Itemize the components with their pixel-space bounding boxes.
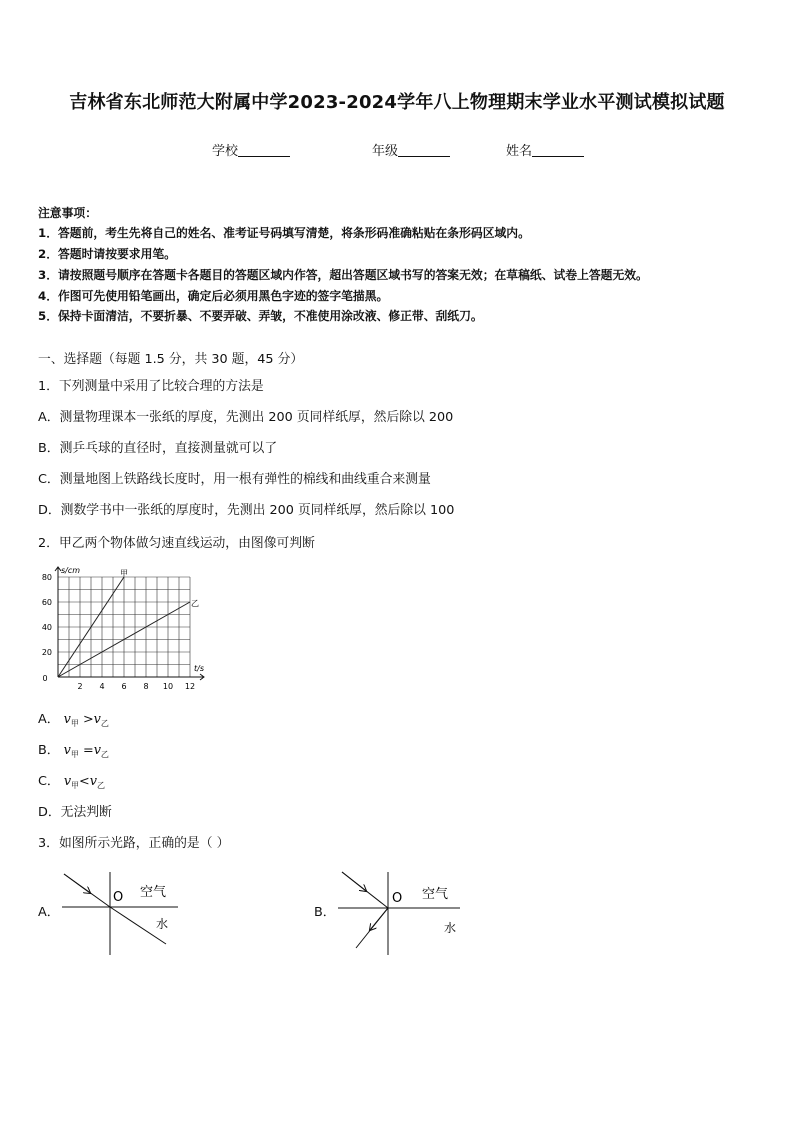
x-tick-label: 2 — [77, 682, 83, 691]
name-label: 姓名 — [506, 144, 533, 159]
question-1-option-a[interactable]: A．测量物理课本一张纸的厚度，先测出 200 页同样纸厚，然后除以 200 — [38, 410, 454, 425]
light-path-diagram-a[interactable] — [58, 866, 198, 958]
series-label: 甲 — [120, 569, 128, 578]
question-2-option-c[interactable]: C． $v_甲<v_乙$ — [38, 774, 106, 790]
x-tick-label: 10 — [162, 682, 174, 691]
y-tick-label: 80 — [41, 573, 52, 582]
name-field[interactable] — [506, 140, 584, 159]
notice-heading: 注意事项： — [38, 206, 97, 220]
incident-ray-arrow — [64, 874, 90, 893]
refracted-ray-arrow — [370, 908, 388, 930]
point-o-label: O — [392, 891, 403, 906]
y-tick-label: 40 — [41, 623, 52, 632]
notice-item: 5．保持卡面清洁，不要折暴、不要弄破、弄皱，不准使用涂改液、修正带、刮纸刀。 — [38, 309, 483, 323]
air-label: 空气 — [422, 887, 449, 902]
grade-field[interactable] — [372, 140, 450, 159]
question-1-option-b[interactable]: B．测乒乓球的直径时，直接测量就可以了 — [38, 441, 278, 456]
incident-ray-arrow — [342, 872, 366, 891]
x-axis-label: t/s — [194, 664, 204, 673]
x-tick-label: 6 — [121, 682, 127, 691]
question-3-stem: 3．如图所示光路，正确的是（ ） — [38, 836, 230, 851]
water-label: 水 — [156, 917, 169, 931]
series-label: 乙 — [191, 599, 199, 608]
y-axis-label: s/cm — [61, 566, 81, 575]
notice-item: 3．请按照题号顺序在答题卡各题目的答题区域内作答，超出答题区域书写的答案无效；在草稿纸、试卷上答题无效。 — [38, 268, 648, 282]
diagram-a-label[interactable]: A． — [38, 905, 60, 920]
question-1-option-c[interactable]: C．测量地图上铁路线长度时，用一根有弹性的棉线和曲线重合来测量 — [38, 472, 431, 487]
question-2-option-d[interactable]: D．无法判断 — [38, 805, 112, 820]
x-tick-label: 4 — [99, 682, 105, 691]
grade-label: 年级 — [372, 144, 399, 159]
diagram-b-label[interactable]: B． — [314, 905, 336, 920]
x-tick-label: 12 — [184, 682, 196, 691]
notice-item: 4．作图可先使用铅笔画出，确定后必须用黑色字迹的签字笔描黑。 — [38, 289, 389, 303]
y-tick-label: 60 — [41, 598, 52, 607]
question-1-option-d[interactable]: D．测数学书中一张纸的厚度时，先测出 200 页同样纸厚，然后除以 100 — [38, 503, 455, 518]
section-heading: 一、选择题（每题 1.5 分，共 30 题，45 分） — [38, 352, 304, 367]
question-2-option-b[interactable]: B． $v_甲 =v_乙$ — [38, 743, 109, 759]
question-1-stem: 1．下列测量中采用了比较合理的方法是 — [38, 379, 264, 394]
question-2-stem: 2．甲乙两个物体做匀速直线运动，由图像可判断 — [38, 536, 315, 551]
air-label: 空气 — [140, 885, 167, 900]
notice-item: 2．答题时请按要求用笔。 — [38, 247, 176, 261]
notice-item: 1．答题前，考生先将自己的姓名、准考证号码填写清楚，将条形码准确粘贴在条形码区域内。 — [38, 226, 530, 240]
question-2-option-a[interactable]: A． $v_甲 >v_乙$ — [38, 712, 109, 728]
x-tick-label: 8 — [143, 682, 149, 691]
x-tick-label: 0 — [42, 674, 48, 683]
page-title: 吉林省东北师范大附属中学2023-2024学年八上物理期末学业水平测试模拟试题 — [69, 92, 725, 113]
light-path-diagram-b[interactable] — [334, 866, 474, 958]
school-field[interactable] — [212, 140, 290, 159]
s-t-graph — [34, 561, 214, 696]
school-label: 学校 — [212, 144, 239, 159]
point-o-label: O — [113, 890, 124, 905]
y-tick-label: 20 — [41, 648, 52, 657]
water-label: 水 — [444, 921, 457, 935]
